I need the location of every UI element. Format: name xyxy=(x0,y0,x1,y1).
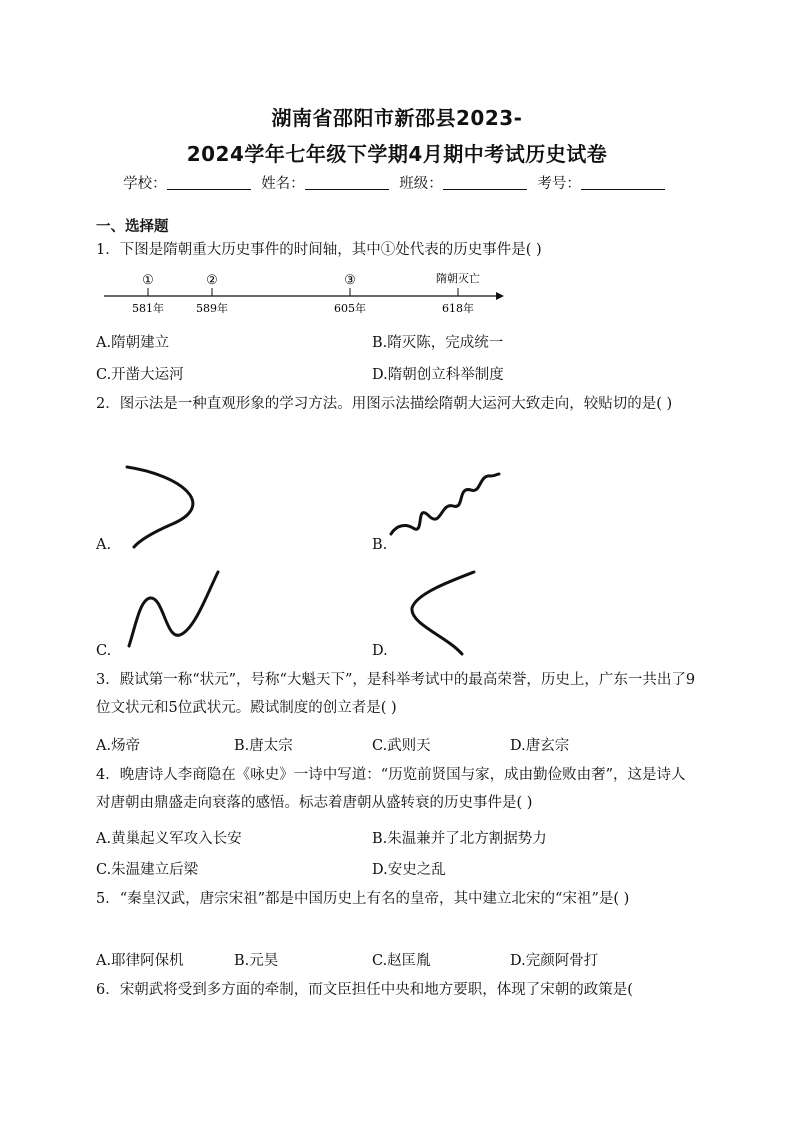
name-label: 姓名： xyxy=(261,176,305,192)
q3-option-d[interactable]: D.唐玄宗 xyxy=(510,738,570,754)
timeline-year-589: 589年 xyxy=(196,302,228,315)
q4-option-a[interactable]: A.黄巢起义军攻入长安 xyxy=(96,831,242,847)
q3-option-b[interactable]: B.唐太宗 xyxy=(234,738,293,754)
q1-option-c[interactable]: C.开凿大运河 xyxy=(96,367,184,383)
timeline-year-581: 581年 xyxy=(132,302,164,315)
number-blank[interactable] xyxy=(581,175,665,190)
q2-option-c[interactable]: C. xyxy=(96,643,112,659)
question-5-stem: 5．“秦皇汉武，唐宗宋祖”都是中国历史上有名的皇帝，其中建立北宋的“宋祖”是( ) xyxy=(96,891,630,907)
q5-option-b[interactable]: B.元昊 xyxy=(234,953,279,969)
question-4-stem: 4．晚唐诗人李商隐在《咏史》一诗中写道：“历览前贤国与家，成由勤俭败由奢”，这是诗人对唐朝由鼎盛走向衰落的感悟。标志着唐朝从盛转衰的历史事件是( ) xyxy=(96,767,686,811)
q5-option-c[interactable]: C.赵匡胤 xyxy=(372,953,431,969)
sui-timeline xyxy=(96,268,516,318)
q3-option-c[interactable]: C.武则天 xyxy=(372,738,431,754)
q4-option-c[interactable]: C.朱温建立后梁 xyxy=(96,862,199,878)
timeline-mark-3: ③ xyxy=(344,273,356,288)
q5-option-d[interactable]: D.完颜阿骨打 xyxy=(510,953,599,969)
timeline-mark-4: 隋朝灭亡 xyxy=(436,272,480,285)
q2-curve-c xyxy=(120,564,230,654)
title-line-2: 2024学年七年级下学期4月期中考试历史试卷 xyxy=(186,142,608,166)
question-6-stem: 6．宋朝武将受到多方面的牵制，而文臣担任中央和地方要职，体现了宋朝的政策是( xyxy=(96,982,633,998)
class-blank[interactable] xyxy=(443,175,527,190)
q2-curve-d xyxy=(398,566,488,660)
timeline-arrow-icon xyxy=(496,292,504,300)
q1-option-d[interactable]: D.隋朝创立科举制度 xyxy=(372,367,504,383)
timeline-mark-2: ② xyxy=(206,273,218,288)
class-label: 班级： xyxy=(399,176,443,192)
number-label: 考号： xyxy=(537,176,581,192)
q2-curve-a xyxy=(120,455,210,555)
timeline-year-618: 618年 xyxy=(442,302,474,315)
timeline-year-605: 605年 xyxy=(334,302,366,315)
question-2-stem: 2．图示法是一种直观形象的学习方法。用图示法描绘隋朝大运河大致走向，较贴切的是( ) xyxy=(96,396,673,412)
title-line-1: 湖南省邵阳市新邵县2023- xyxy=(271,106,523,130)
student-info-row xyxy=(0,172,794,193)
section-heading: 一、选择题 xyxy=(96,219,169,235)
q2-option-d[interactable]: D. xyxy=(372,643,388,659)
timeline-mark-1: ① xyxy=(142,273,154,288)
q1-option-b[interactable]: B.隋灭陈，完成统一 xyxy=(372,335,504,351)
school-label: 学校： xyxy=(123,176,167,192)
q1-option-a[interactable]: A.隋朝建立 xyxy=(96,335,170,351)
q2-curve-b xyxy=(385,462,510,542)
q2-option-a[interactable]: A. xyxy=(96,537,112,553)
question-3-stem: 3．殿试第一称“状元”，号称“大魁天下”，是科举考试中的最高荣誉，历史上，广东一共出了9位文状元和5位武状元。殿试制度的创立者是( ) xyxy=(96,672,696,716)
q4-option-b[interactable]: B.朱温兼并了北方割据势力 xyxy=(372,831,547,847)
school-blank[interactable] xyxy=(167,175,251,190)
q3-option-a[interactable]: A.炀帝 xyxy=(96,738,141,754)
q4-option-d[interactable]: D.安史之乱 xyxy=(372,862,446,878)
q5-option-a[interactable]: A.耶律阿保机 xyxy=(96,953,184,969)
question-1-stem: 1．下图是隋朝重大历史事件的时间轴，其中①处代表的历史事件是( ) xyxy=(96,242,542,258)
q2-option-b[interactable]: B. xyxy=(372,537,388,553)
name-blank[interactable] xyxy=(305,175,389,190)
